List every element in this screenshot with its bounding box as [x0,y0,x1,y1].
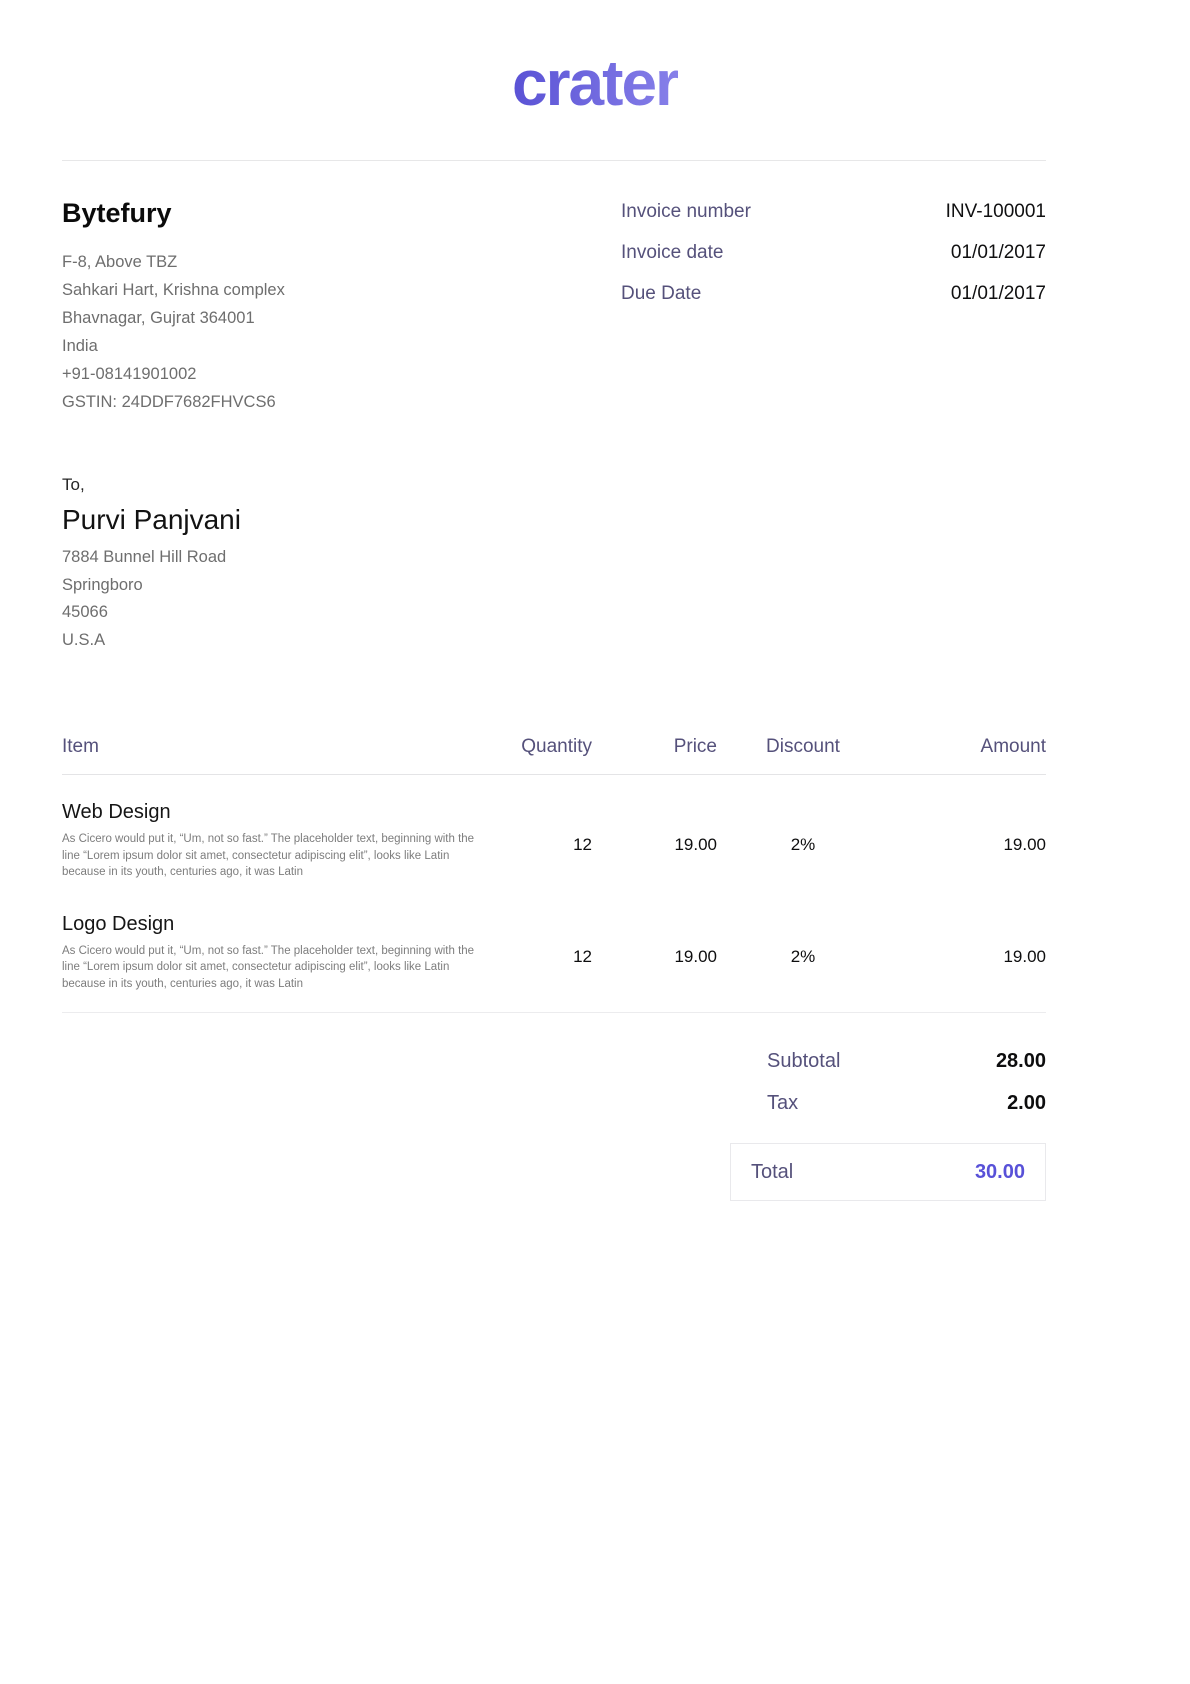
company-block [62,196,285,416]
item-price: 19.00 [674,946,717,966]
item-amount: 19.00 [1003,835,1046,854]
company-address-line: Bhavnagar, Gujrat 364001 [62,309,255,327]
item-quantity: 12 [573,946,592,966]
table-row [62,881,1046,993]
customer-address-line: U.S.A [62,630,106,649]
customer-address-line: Springboro [62,575,143,594]
item-cell [62,911,482,993]
items-table [62,734,1046,1013]
crater-logo: crater [512,44,678,122]
due-date-value: 01/01/2017 [950,283,1046,304]
item-discount: 2% [790,946,816,966]
column-header-amount: Amount [980,736,1046,757]
header-divider [62,160,1046,161]
subtotal-label: Subtotal [767,1050,841,1072]
company-name: Bytefury [62,198,172,228]
item-name: Logo Design [62,912,175,935]
column-header-price: Price [673,736,717,757]
company-gstin: GSTIN: 24DDF7682FHVCS6 [62,393,276,411]
invoice-meta-block [621,196,1046,416]
total-box [730,1143,1046,1201]
invoice-date-value: 01/01/2017 [950,242,1046,263]
table-row [62,775,1046,881]
invoice-number-label: Invoice number [621,201,751,222]
company-address [62,248,285,416]
item-price: 19.00 [674,835,717,854]
company-address-line: India [62,337,98,355]
subtotal-row [767,1047,1046,1075]
company-address-line: Sahkari Hart, Krishna complex [62,281,285,299]
total-label: Total [751,1160,794,1183]
totals-section [62,1047,1046,1201]
due-date-row [621,281,1046,307]
tax-label: Tax [767,1092,799,1114]
invoice-date-row [621,240,1046,266]
bill-to-block [62,472,1046,654]
column-header-discount: Discount [766,736,840,757]
bill-to-prefix: To, [62,475,85,494]
subtotal-value: 28.00 [995,1050,1046,1072]
company-address-line: F-8, Above TBZ [62,253,178,271]
customer-address-line: 45066 [62,603,108,621]
logo-bar [0,42,1190,122]
invoice-number-value: INV-100001 [945,201,1046,222]
due-date-label: Due Date [621,283,702,304]
table-bottom-divider [62,1012,1046,1013]
item-description: As Cicero would put it, “Um, not so fast.” The placeholder text, beginning with the line “Lorem ipsum dolor sit amet, consectetur adipiscing elit”, looks like Latin because in its youth, centuries ago, it was Latin [62,833,475,878]
info-section [62,196,1046,416]
item-description: As Cicero would put it, “Um, not so fast.” The placeholder text, beginning with the line “Lorem ipsum dolor sit amet, consectetur adipiscing elit”, looks like Latin because in its youth, centuries ago, it was Latin [62,944,475,990]
item-quantity: 12 [573,835,592,854]
invoice-date-label: Invoice date [621,242,724,263]
item-amount: 19.00 [1003,946,1046,966]
total-value: 30.00 [974,1160,1025,1183]
customer-name: Purvi Panjvani [62,504,241,535]
item-name: Web Design [62,801,171,823]
tax-value: 2.00 [1007,1092,1046,1114]
column-header-quantity: Quantity [521,736,592,757]
company-phone: +91-08141901002 [62,365,197,383]
customer-address-line: 7884 Bunnel Hill Road [62,548,227,566]
column-header-item: Item [62,736,99,757]
customer-address [62,544,1046,654]
invoice-number-row [621,199,1046,225]
items-table-header [62,734,1046,760]
item-cell [62,799,482,881]
tax-row [767,1089,1046,1117]
item-discount: 2% [790,835,816,854]
